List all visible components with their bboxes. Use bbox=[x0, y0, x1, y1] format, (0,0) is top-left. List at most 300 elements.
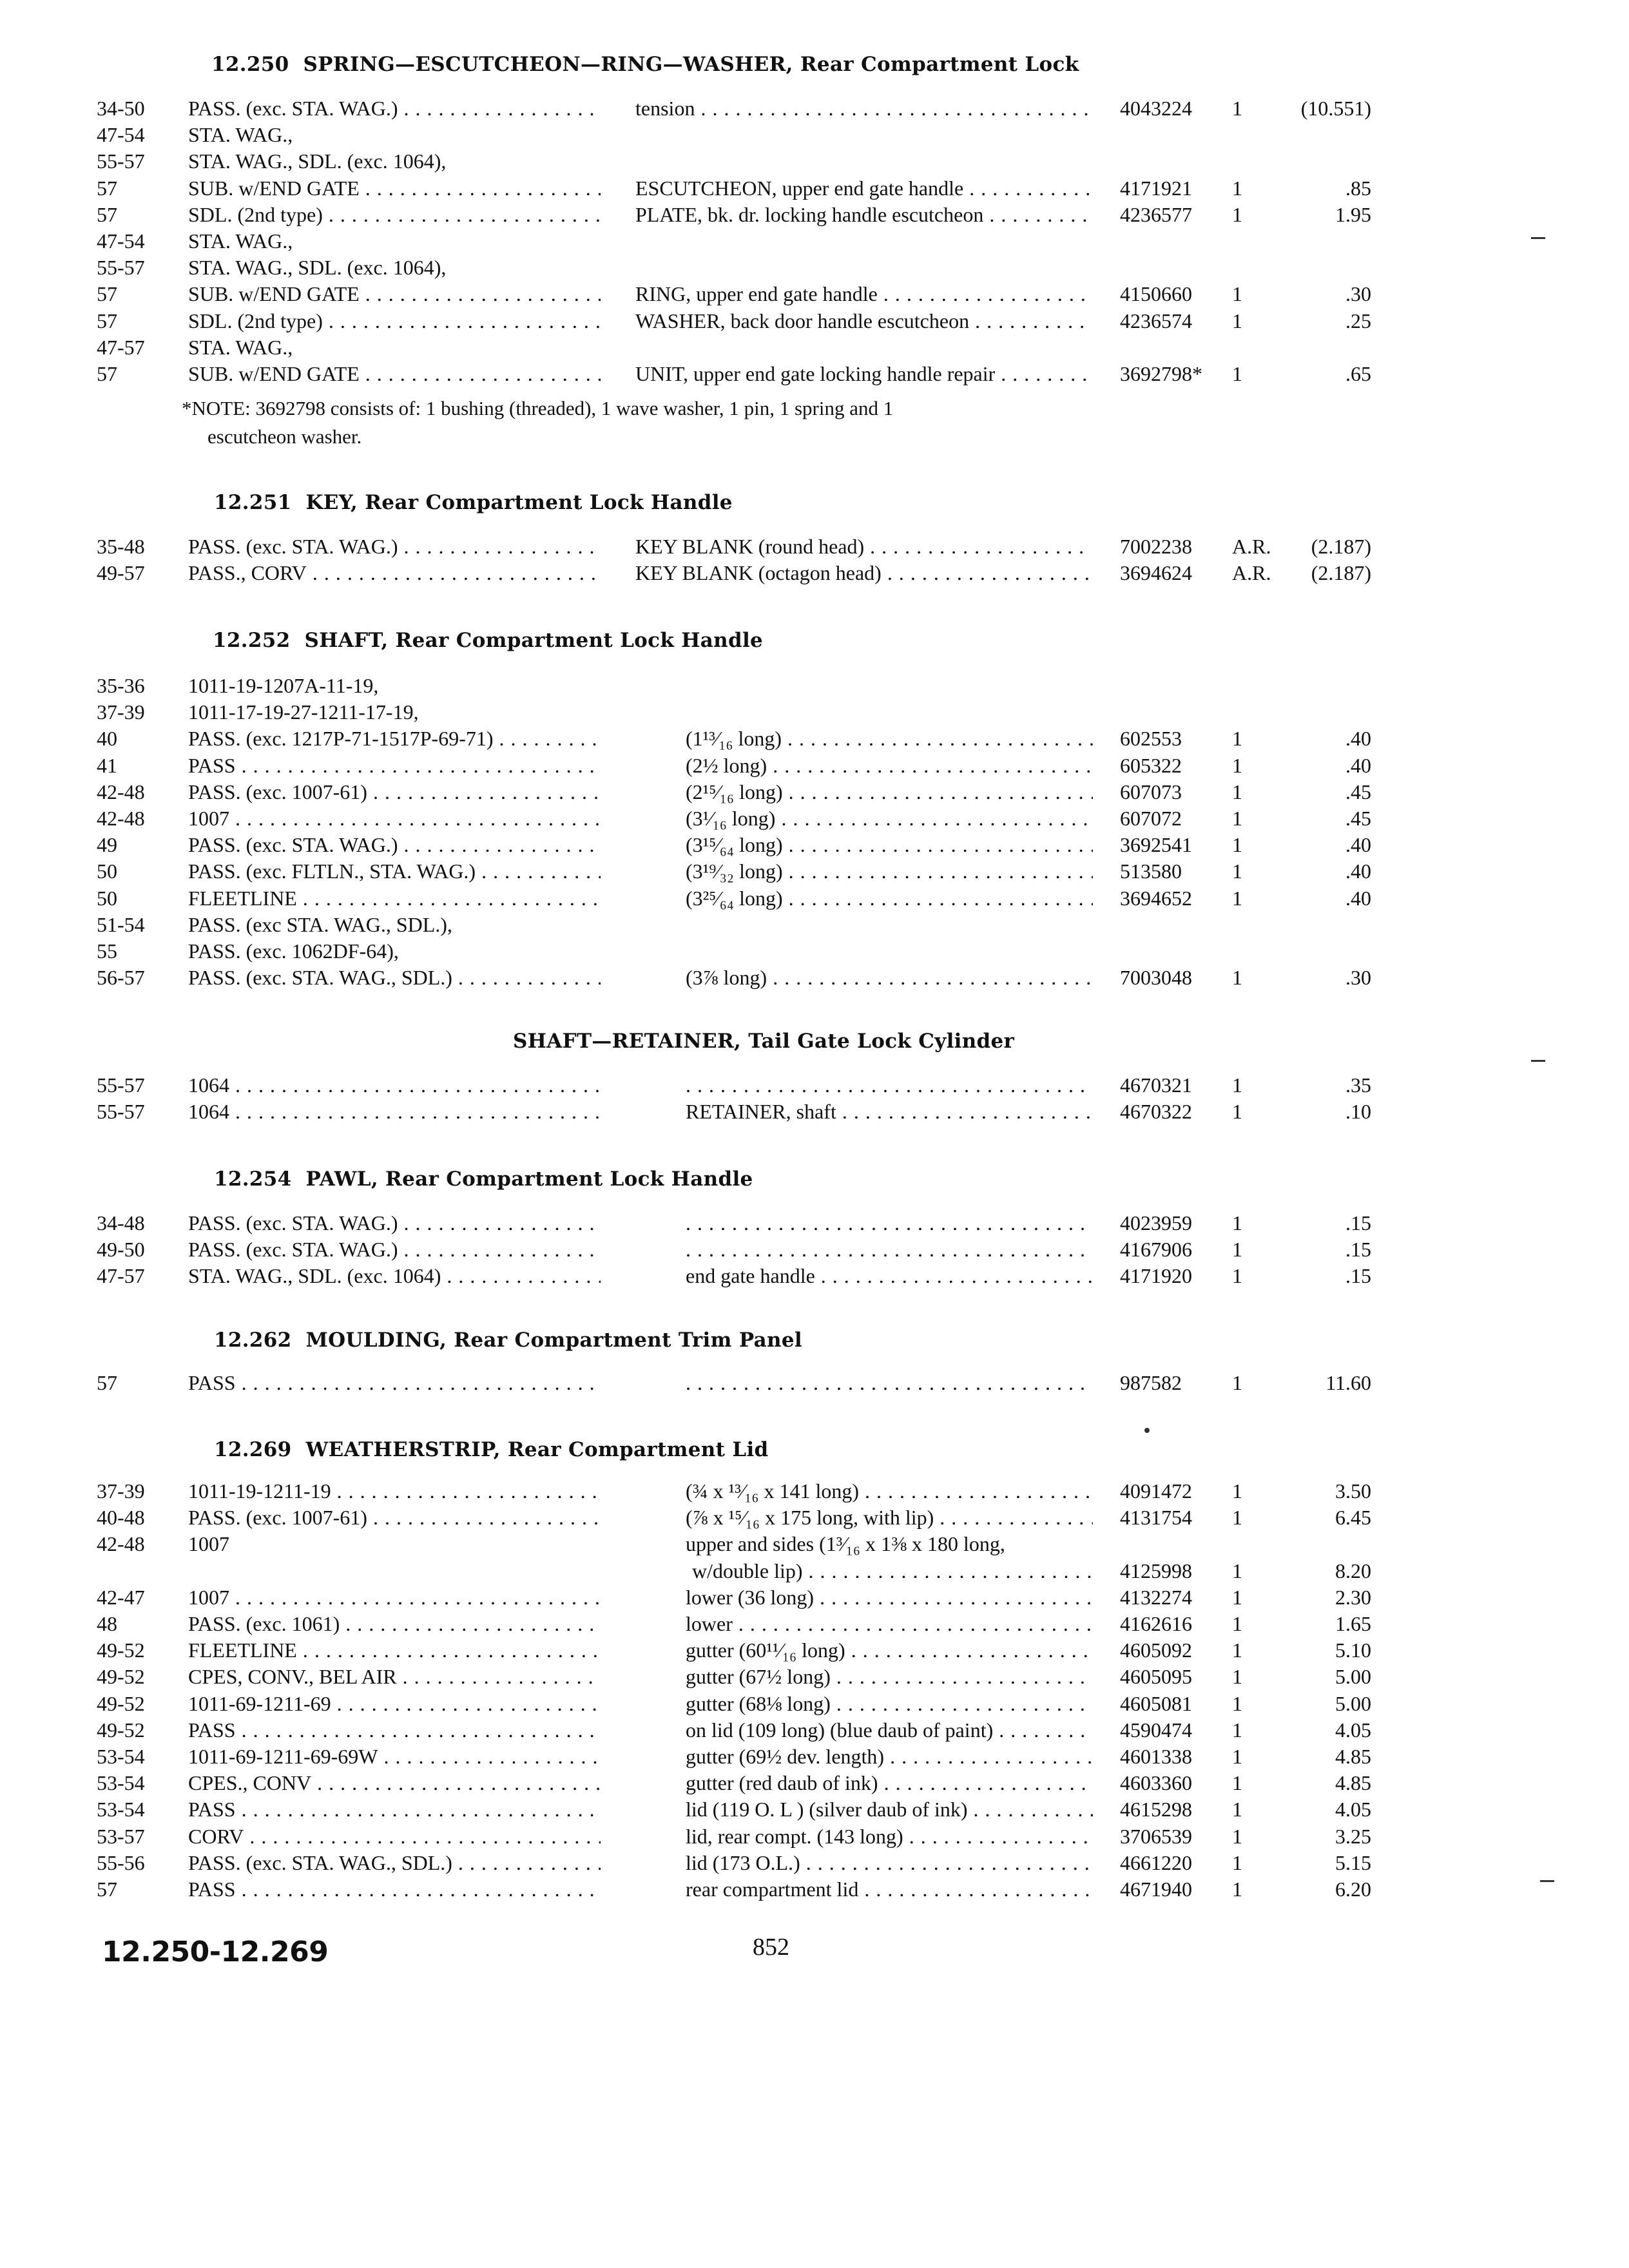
model-applicability: STA. WAG., SDL. (exc. 1064), bbox=[188, 149, 447, 173]
table-row bbox=[0, 1504, 1629, 1531]
list-price: .40 bbox=[1345, 887, 1371, 910]
model-year: 48 bbox=[97, 1612, 117, 1635]
part-description: lower (36 long) . . . bbox=[686, 1584, 1093, 1611]
table-row bbox=[0, 1210, 1629, 1236]
quantity: 1 bbox=[1232, 1825, 1242, 1848]
table-row bbox=[0, 1770, 1629, 1796]
model-applicability: CORV . . . bbox=[188, 1823, 601, 1850]
model-year: 47-57 bbox=[97, 336, 145, 359]
section-number: 12.251 bbox=[214, 491, 292, 514]
table-row bbox=[0, 832, 1629, 858]
part-description: UNIT, upper end gate locking handle repair . . . bbox=[635, 361, 1090, 387]
list-price: 4.05 bbox=[1335, 1718, 1371, 1742]
model-year: 57 bbox=[97, 282, 117, 305]
part-number: 3692798* bbox=[1120, 362, 1202, 385]
part-number: 7003048 bbox=[1120, 966, 1192, 989]
quantity: 1 bbox=[1232, 282, 1242, 305]
part-number: 607073 bbox=[1120, 780, 1182, 803]
model-applicability: 1007 bbox=[188, 1532, 229, 1555]
page-section-range: 12.250-12.269 bbox=[102, 1936, 329, 1968]
quantity: 1 bbox=[1232, 1073, 1242, 1097]
margin-mark bbox=[1540, 1880, 1554, 1882]
table-row bbox=[0, 779, 1629, 805]
model-year: 49-52 bbox=[97, 1692, 145, 1715]
quantity: 1 bbox=[1232, 1692, 1242, 1715]
model-applicability: PASS . . . bbox=[188, 1876, 601, 1903]
model-year: 55-57 bbox=[97, 149, 145, 173]
quantity: 1 bbox=[1232, 1745, 1242, 1768]
table-row bbox=[0, 281, 1629, 307]
model-year: 55-57 bbox=[97, 1100, 145, 1123]
model-year: 53-54 bbox=[97, 1771, 145, 1794]
model-applicability: PASS. (exc. 1062DF-64), bbox=[188, 939, 399, 963]
section-heading-12-250 bbox=[211, 53, 1079, 76]
part-number: 4236577 bbox=[1120, 203, 1192, 226]
part-number: 513580 bbox=[1120, 860, 1182, 883]
list-price: 8.20 bbox=[1335, 1559, 1371, 1582]
part-number: 602553 bbox=[1120, 727, 1182, 750]
table-row bbox=[0, 858, 1629, 885]
section-number: 12.269 bbox=[214, 1438, 292, 1461]
model-applicability: PASS . . . bbox=[188, 1796, 601, 1823]
model-year: 53-54 bbox=[97, 1745, 145, 1768]
part-number: 4091472 bbox=[1120, 1479, 1192, 1503]
model-year: 42-48 bbox=[97, 1532, 145, 1555]
part-number: 4236574 bbox=[1120, 309, 1192, 332]
part-description: KEY BLANK (octagon head) . . . bbox=[635, 560, 1090, 586]
table-row bbox=[0, 753, 1629, 779]
section-title: WEATHERSTRIP, Rear Compartment Lid bbox=[305, 1438, 769, 1461]
part-number: 4670322 bbox=[1120, 1100, 1192, 1123]
quantity: 1 bbox=[1232, 1506, 1242, 1529]
note-line: escutcheon washer. bbox=[207, 425, 362, 448]
part-description: (3¹⁹⁄₃₂ long) . . . bbox=[686, 858, 1093, 885]
model-applicability: STA. WAG., bbox=[188, 123, 293, 146]
model-year: 50 bbox=[97, 887, 117, 910]
quantity: 1 bbox=[1232, 1771, 1242, 1794]
part-description: PLATE, bk. dr. locking handle escutcheon . . . bbox=[635, 202, 1090, 228]
quantity: 1 bbox=[1232, 966, 1242, 989]
model-year: 51-54 bbox=[97, 913, 145, 936]
model-applicability: SUB. w/END GATE . . . bbox=[188, 175, 601, 202]
quantity: 1 bbox=[1232, 754, 1242, 777]
list-price: .40 bbox=[1345, 860, 1371, 883]
part-description: RING, upper end gate handle . . . bbox=[635, 281, 1090, 307]
model-applicability: PASS. (exc STA. WAG., SDL.), bbox=[188, 913, 452, 936]
model-applicability: FLEETLINE . . . bbox=[188, 1637, 601, 1664]
model-applicability: CPES, CONV., BEL AIR . . . bbox=[188, 1664, 601, 1690]
part-number: 4171920 bbox=[1120, 1264, 1192, 1287]
section-number: 12.262 bbox=[214, 1329, 292, 1352]
table-row bbox=[0, 202, 1629, 228]
quantity: A.R. bbox=[1232, 561, 1271, 584]
part-description: (3¹⁄₁₆ long) . . . bbox=[686, 805, 1093, 832]
section-number: 12.252 bbox=[213, 629, 291, 652]
part-number: 4150660 bbox=[1120, 282, 1192, 305]
quantity: 1 bbox=[1232, 1238, 1242, 1261]
model-year: 55-57 bbox=[97, 1073, 145, 1097]
part-description: lid (173 O.L.) . . . bbox=[686, 1850, 1093, 1876]
part-description: (2½ long) . . . bbox=[686, 753, 1093, 779]
part-description: on lid (109 long) (blue daub of paint) . . . bbox=[686, 1717, 1093, 1744]
model-year: 42-47 bbox=[97, 1586, 145, 1609]
list-price: .35 bbox=[1345, 1073, 1371, 1097]
table-row bbox=[0, 1099, 1629, 1125]
model-applicability: 1011-69-1211-69-69W . . . bbox=[188, 1744, 601, 1770]
table-row bbox=[0, 673, 1629, 699]
model-year: 37-39 bbox=[97, 1479, 145, 1503]
list-price: 6.20 bbox=[1335, 1878, 1371, 1901]
quantity: A.R. bbox=[1232, 535, 1271, 558]
part-description: end gate handle . . . bbox=[686, 1263, 1093, 1289]
model-applicability: CPES., CONV . . . bbox=[188, 1770, 601, 1796]
part-description: KEY BLANK (round head) . . . bbox=[635, 533, 1090, 560]
quantity: 1 bbox=[1232, 1264, 1242, 1287]
list-price: .40 bbox=[1345, 727, 1371, 750]
part-description: (⅞ x ¹⁵⁄₁₆ x 175 long, with lip) . . . bbox=[686, 1504, 1093, 1531]
model-applicability: PASS . . . bbox=[188, 753, 601, 779]
table-row bbox=[0, 361, 1629, 387]
list-price: 11.60 bbox=[1325, 1371, 1371, 1394]
part-description: rear compartment lid . . . bbox=[686, 1876, 1093, 1903]
list-price: 5.00 bbox=[1335, 1692, 1371, 1715]
model-applicability: STA. WAG., SDL. (exc. 1064), bbox=[188, 256, 447, 279]
model-applicability: FLEETLINE . . . bbox=[188, 885, 601, 912]
section-title: SHAFT, Rear Compartment Lock Handle bbox=[304, 629, 764, 652]
quantity: 1 bbox=[1232, 1479, 1242, 1503]
part-number: 4171921 bbox=[1120, 177, 1192, 200]
section-title: SPRING—ESCUTCHEON—RING—WASHER, Rear Compartment Lock bbox=[303, 53, 1079, 76]
part-number: 3692541 bbox=[1120, 833, 1192, 856]
model-year: 35-36 bbox=[97, 674, 145, 697]
model-year: 40-48 bbox=[97, 1506, 145, 1529]
part-number: 4023959 bbox=[1120, 1211, 1192, 1235]
part-number: 4131754 bbox=[1120, 1506, 1192, 1529]
part-description: gutter (68⅛ long) . . . bbox=[686, 1691, 1093, 1717]
model-year: 53-54 bbox=[97, 1798, 145, 1821]
model-applicability: PASS. (exc. 1061) . . . bbox=[188, 1611, 601, 1637]
list-price: .40 bbox=[1345, 754, 1371, 777]
table-row bbox=[0, 1236, 1629, 1263]
quantity: 1 bbox=[1232, 1878, 1242, 1901]
quantity: 1 bbox=[1232, 203, 1242, 226]
quantity: 1 bbox=[1232, 887, 1242, 910]
list-price: 6.45 bbox=[1335, 1506, 1371, 1529]
table-row bbox=[0, 885, 1629, 912]
model-year: 37-39 bbox=[97, 700, 145, 724]
model-year: 53-57 bbox=[97, 1825, 145, 1848]
table-row bbox=[0, 122, 1629, 148]
part-number: 4132274 bbox=[1120, 1586, 1192, 1609]
model-applicability: PASS., CORV . . . bbox=[188, 560, 601, 586]
part-number: 3694624 bbox=[1120, 561, 1192, 584]
list-price: 3.25 bbox=[1335, 1825, 1371, 1848]
model-year: 49 bbox=[97, 833, 117, 856]
table-row bbox=[0, 699, 1629, 726]
model-year: 47-54 bbox=[97, 123, 145, 146]
list-price: (2.187) bbox=[1311, 535, 1371, 558]
quantity: 1 bbox=[1232, 1718, 1242, 1742]
list-price: .25 bbox=[1345, 309, 1371, 332]
quantity: 1 bbox=[1232, 1100, 1242, 1123]
model-applicability: SDL. (2nd type) . . . bbox=[188, 202, 601, 228]
list-price: 4.85 bbox=[1335, 1771, 1371, 1794]
part-description: lower . . . bbox=[686, 1611, 1093, 1637]
margin-mark bbox=[1531, 237, 1545, 239]
page-number: 852 bbox=[753, 1934, 789, 1961]
model-applicability: PASS. (exc. STA. WAG.) . . . bbox=[188, 832, 601, 858]
part-description: (3⅞ long) . . . bbox=[686, 965, 1093, 991]
table-row bbox=[0, 95, 1629, 122]
part-number: 3694652 bbox=[1120, 887, 1192, 910]
model-year: 49-50 bbox=[97, 1238, 145, 1261]
part-number: 4167906 bbox=[1120, 1238, 1192, 1261]
quantity: 1 bbox=[1232, 1371, 1242, 1394]
part-description: lid, rear compt. (143 long) . . . bbox=[686, 1823, 1093, 1850]
part-description: (2¹⁵⁄₁₆ long) . . . bbox=[686, 779, 1093, 805]
model-applicability: 1011-17-19-27-1211-17-19, bbox=[188, 700, 419, 724]
table-row bbox=[0, 228, 1629, 255]
table-row bbox=[0, 1558, 1629, 1584]
model-applicability: STA. WAG., bbox=[188, 229, 293, 253]
table-row bbox=[0, 938, 1629, 965]
part-number: 4603360 bbox=[1120, 1771, 1192, 1794]
quantity: 1 bbox=[1232, 833, 1242, 856]
table-row bbox=[0, 805, 1629, 832]
quantity: 1 bbox=[1232, 1586, 1242, 1609]
list-price: .15 bbox=[1345, 1211, 1371, 1235]
quantity: 1 bbox=[1232, 1639, 1242, 1662]
table-row bbox=[0, 1263, 1629, 1289]
part-number: 3706539 bbox=[1120, 1825, 1192, 1848]
model-year: 57 bbox=[97, 203, 117, 226]
table-row bbox=[0, 1691, 1629, 1717]
model-year: 50 bbox=[97, 860, 117, 883]
model-year: 55-56 bbox=[97, 1851, 145, 1874]
table-row bbox=[0, 726, 1629, 752]
model-applicability: 1064 . . . bbox=[188, 1099, 601, 1125]
table-row bbox=[0, 175, 1629, 202]
table-row bbox=[0, 148, 1629, 175]
table-row bbox=[0, 1611, 1629, 1637]
part-description: upper and sides (1³⁄₁₆ x 1⅜ x 180 long, bbox=[686, 1532, 1005, 1555]
list-price: 1.95 bbox=[1335, 203, 1371, 226]
stray-dot bbox=[1144, 1428, 1150, 1433]
model-year: 47-54 bbox=[97, 229, 145, 253]
list-price: 4.85 bbox=[1335, 1745, 1371, 1768]
list-price: 2.30 bbox=[1335, 1586, 1371, 1609]
part-description: (3²⁵⁄₆₄ long) . . . bbox=[686, 885, 1093, 912]
list-price: .45 bbox=[1345, 780, 1371, 803]
table-row bbox=[0, 1796, 1629, 1823]
model-year: 55 bbox=[97, 939, 117, 963]
table-row bbox=[0, 912, 1629, 938]
section-title: MOULDING, Rear Compartment Trim Panel bbox=[305, 1329, 802, 1352]
part-description bbox=[686, 1210, 1093, 1236]
part-description: gutter (red daub of ink) . . . bbox=[686, 1770, 1093, 1796]
list-price: (10.551) bbox=[1300, 97, 1371, 120]
model-year: 35-48 bbox=[97, 535, 145, 558]
table-row bbox=[0, 1637, 1629, 1664]
list-price: .15 bbox=[1345, 1264, 1371, 1287]
model-applicability: 1064 . . . bbox=[188, 1072, 601, 1099]
quantity: 1 bbox=[1232, 1665, 1242, 1688]
list-price: 5.15 bbox=[1335, 1851, 1371, 1874]
part-number: 4162616 bbox=[1120, 1612, 1192, 1635]
model-year: 47-57 bbox=[97, 1264, 145, 1287]
list-price: .10 bbox=[1345, 1100, 1371, 1123]
list-price: (2.187) bbox=[1311, 561, 1371, 584]
table-row bbox=[0, 533, 1629, 560]
part-number: 4601338 bbox=[1120, 1745, 1192, 1768]
list-price: 4.05 bbox=[1335, 1798, 1371, 1821]
part-number: 607072 bbox=[1120, 807, 1182, 830]
table-row bbox=[0, 1744, 1629, 1770]
part-description: ESCUTCHEON, upper end gate handle . . . bbox=[635, 175, 1090, 202]
model-applicability: PASS. (exc. FLTLN., STA. WAG.) . . . bbox=[188, 858, 601, 885]
model-applicability: STA. WAG., bbox=[188, 336, 293, 359]
model-applicability: PASS. (exc. STA. WAG., SDL.) . . . bbox=[188, 1850, 601, 1876]
part-number: 4670321 bbox=[1120, 1073, 1192, 1097]
part-number: 7002238 bbox=[1120, 535, 1192, 558]
part-number: 4661220 bbox=[1120, 1851, 1192, 1874]
quantity: 1 bbox=[1232, 97, 1242, 120]
model-applicability: 1007 . . . bbox=[188, 1584, 601, 1611]
model-applicability: PASS. (exc. STA. WAG.) . . . bbox=[188, 533, 601, 560]
table-row bbox=[0, 1823, 1629, 1850]
model-applicability: PASS. (exc. STA. WAG.) . . . bbox=[188, 1236, 601, 1263]
quantity: 1 bbox=[1232, 1612, 1242, 1635]
part-description: (1¹³⁄₁₆ long) . . . bbox=[686, 726, 1093, 752]
model-year: 40 bbox=[97, 727, 117, 750]
margin-mark bbox=[1531, 1060, 1545, 1062]
model-applicability: PASS . . . bbox=[188, 1717, 601, 1744]
quantity: 1 bbox=[1232, 177, 1242, 200]
part-description: gutter (69½ dev. length) . . . bbox=[686, 1744, 1093, 1770]
part-number: 4605095 bbox=[1120, 1665, 1192, 1688]
section-heading-12-251 bbox=[214, 491, 733, 514]
table-row bbox=[0, 1664, 1629, 1690]
part-description: w/double lip) . . . bbox=[686, 1558, 1099, 1584]
section-title: PAWL, Rear Compartment Lock Handle bbox=[305, 1168, 753, 1191]
model-year: 41 bbox=[97, 754, 117, 777]
model-applicability: SUB. w/END GATE . . . bbox=[188, 361, 601, 387]
quantity: 1 bbox=[1232, 1211, 1242, 1235]
model-year: 49-52 bbox=[97, 1639, 145, 1662]
quantity: 1 bbox=[1232, 807, 1242, 830]
part-number: 4043224 bbox=[1120, 97, 1192, 120]
list-price: .30 bbox=[1345, 966, 1371, 989]
model-year: 56-57 bbox=[97, 966, 145, 989]
model-applicability: PASS. (exc. STA. WAG.) . . . bbox=[188, 95, 601, 122]
model-applicability: 1007 . . . bbox=[188, 805, 601, 832]
section-heading-12-252 bbox=[213, 629, 763, 652]
model-year: 49-57 bbox=[97, 561, 145, 584]
part-number: 4615298 bbox=[1120, 1798, 1192, 1821]
table-row bbox=[0, 965, 1629, 991]
model-applicability: SDL. (2nd type) . . . bbox=[188, 308, 601, 334]
part-number: 987582 bbox=[1120, 1371, 1182, 1394]
part-number: 4605081 bbox=[1120, 1692, 1192, 1715]
model-applicability: PASS. (exc. 1007-61) . . . bbox=[188, 779, 601, 805]
quantity: 1 bbox=[1232, 1851, 1242, 1874]
list-price: 3.50 bbox=[1335, 1479, 1371, 1503]
part-description: (¾ x ¹³⁄₁₆ x 141 long) . . . bbox=[686, 1478, 1093, 1504]
note-3692798 bbox=[182, 394, 1135, 451]
part-description: gutter (67½ long) . . . bbox=[686, 1664, 1093, 1690]
quantity: 1 bbox=[1232, 309, 1242, 332]
part-number: 4590474 bbox=[1120, 1718, 1192, 1742]
section-number: 12.250 bbox=[211, 53, 289, 76]
table-row bbox=[0, 1370, 1629, 1396]
part-number: 4605092 bbox=[1120, 1639, 1192, 1662]
table-row bbox=[0, 1850, 1629, 1876]
list-price: 1.65 bbox=[1335, 1612, 1371, 1635]
list-price: .65 bbox=[1345, 362, 1371, 385]
table-row bbox=[0, 1478, 1629, 1504]
table-row bbox=[0, 1717, 1629, 1744]
table-row bbox=[0, 1876, 1629, 1903]
table-row bbox=[0, 1584, 1629, 1611]
table-row bbox=[0, 1072, 1629, 1099]
table-row bbox=[0, 308, 1629, 334]
model-year: 57 bbox=[97, 1371, 117, 1394]
model-applicability: 1011-19-1211-19 . . . bbox=[188, 1478, 601, 1504]
quantity: 1 bbox=[1232, 727, 1242, 750]
part-description bbox=[686, 1370, 1093, 1396]
model-applicability: PASS. (exc. STA. WAG.) . . . bbox=[188, 1210, 601, 1236]
model-year: 57 bbox=[97, 177, 117, 200]
list-price: .85 bbox=[1345, 177, 1371, 200]
table-row bbox=[0, 255, 1629, 281]
model-applicability: SUB. w/END GATE . . . bbox=[188, 281, 601, 307]
quantity: 1 bbox=[1232, 1559, 1242, 1582]
model-year: 34-48 bbox=[97, 1211, 145, 1235]
model-year: 42-48 bbox=[97, 807, 145, 830]
model-year: 55-57 bbox=[97, 256, 145, 279]
part-description: lid (119 O. L ) (silver daub of ink) . . . bbox=[686, 1796, 1093, 1823]
table-row bbox=[0, 1531, 1629, 1557]
part-description: RETAINER, shaft . . . bbox=[686, 1099, 1093, 1125]
model-year: 57 bbox=[97, 1878, 117, 1901]
section-number: 12.254 bbox=[214, 1168, 292, 1191]
list-price: 5.10 bbox=[1335, 1639, 1371, 1662]
list-price: .30 bbox=[1345, 282, 1371, 305]
model-year: 34-50 bbox=[97, 97, 145, 120]
quantity: 1 bbox=[1232, 780, 1242, 803]
model-year: 49-52 bbox=[97, 1665, 145, 1688]
model-applicability: PASS. (exc. 1217P-71-1517P-69-71) . . . bbox=[188, 726, 601, 752]
model-year: 57 bbox=[97, 362, 117, 385]
section-heading-12-269 bbox=[214, 1438, 769, 1461]
section-heading-shaft-retainer bbox=[513, 1030, 1014, 1053]
model-applicability: PASS . . . bbox=[188, 1370, 601, 1396]
part-description: gutter (60¹¹⁄₁₆ long) . . . bbox=[686, 1637, 1093, 1664]
quantity: 1 bbox=[1232, 860, 1242, 883]
model-applicability: 1011-69-1211-69 . . . bbox=[188, 1691, 601, 1717]
section-title: SHAFT—RETAINER, Tail Gate Lock Cylinder bbox=[513, 1030, 1015, 1053]
list-price: .40 bbox=[1345, 833, 1371, 856]
part-description: WASHER, back door handle escutcheon . . . bbox=[635, 308, 1090, 334]
list-price: 5.00 bbox=[1335, 1665, 1371, 1688]
model-applicability: STA. WAG., SDL. (exc. 1064) . . . bbox=[188, 1263, 601, 1289]
model-applicability: PASS. (exc. 1007-61) . . . bbox=[188, 1504, 601, 1531]
list-price: .45 bbox=[1345, 807, 1371, 830]
model-year: 42-48 bbox=[97, 780, 145, 803]
note-line: *NOTE: 3692798 consists of: 1 bushing (threaded), 1 wave washer, 1 pin, 1 spring and 1 bbox=[182, 397, 894, 419]
section-heading-12-254 bbox=[214, 1168, 753, 1191]
quantity: 1 bbox=[1232, 362, 1242, 385]
